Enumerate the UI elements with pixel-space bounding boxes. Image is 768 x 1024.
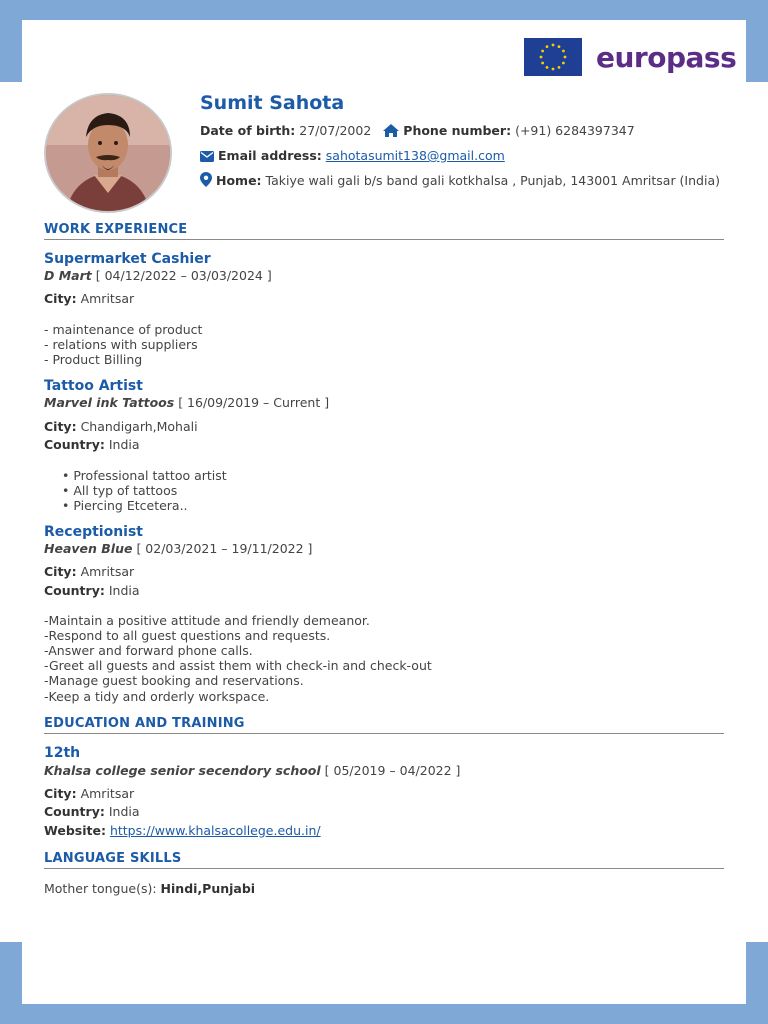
section-title: WORK EXPERIENCE: [44, 222, 188, 237]
city-value: Amritsar: [80, 786, 135, 801]
website-label: Website:: [44, 823, 106, 838]
country-value: India: [108, 583, 140, 598]
school-name: Khalsa college senior secendory school: [44, 763, 321, 778]
job-city: [44, 291, 134, 306]
city-value: Amritsar: [80, 291, 135, 306]
city-value: Chandigarh,Mohali: [80, 419, 198, 434]
section-work-experience: [44, 222, 724, 237]
job-employer-line: [44, 395, 329, 410]
country-label: Country:: [44, 583, 105, 598]
job-title: Tattoo Artist: [44, 378, 143, 394]
education-country: [44, 804, 140, 819]
mother-tongue: [44, 881, 255, 896]
city-label: City:: [44, 291, 77, 306]
city-label: City:: [44, 786, 77, 801]
phone-label: Phone number:: [403, 123, 512, 138]
mother-tongue-value: Hindi,Punjabi: [160, 881, 256, 896]
education-website: [44, 823, 321, 838]
job-bullet-item: • Professional tattoo artist: [62, 468, 227, 483]
employer-name: D Mart: [44, 268, 92, 283]
phone-value: (+91) 6284397347: [515, 123, 635, 138]
job-bullet-item: • All typ of tattoos: [62, 483, 178, 498]
employer-name: Marvel ink Tattoos: [44, 395, 175, 410]
education-dates: [ 05/2019 – 04/2022 ]: [324, 763, 461, 778]
section-divider: [44, 868, 724, 869]
job-description-line: - relations with suppliers: [44, 337, 198, 352]
bullet-text: All typ of tattoos: [73, 483, 178, 498]
job-employer-line: [44, 268, 272, 283]
job-employer-line: [44, 541, 312, 556]
job-dates: [ 16/09/2019 – Current ]: [178, 395, 330, 410]
dob-line: [200, 123, 635, 140]
email-label: Email address:: [218, 148, 322, 163]
home-icon: [383, 124, 399, 140]
section-title: EDUCATION AND TRAINING: [44, 716, 245, 731]
city-label: City:: [44, 564, 77, 579]
person-name: Sumit Sahota: [200, 92, 345, 114]
job-country: [44, 583, 140, 598]
section-title: LANGUAGE SKILLS: [44, 851, 182, 866]
job-country: [44, 437, 140, 452]
job-description-line: -Manage guest booking and reservations.: [44, 673, 304, 688]
job-description-line: -Greet all guests and assist them with check-in and check-out: [44, 658, 432, 673]
job-description-line: - maintenance of product: [44, 322, 203, 337]
education-city: [44, 786, 134, 801]
job-title: Receptionist: [44, 524, 143, 540]
employer-name: Heaven Blue: [44, 541, 133, 556]
europass-logo-text: europass: [596, 40, 737, 74]
bullet-text: Piercing Etcetera..: [73, 498, 188, 513]
education-school-line: [44, 763, 460, 778]
envelope-icon: [200, 150, 214, 165]
bullet-text: Professional tattoo artist: [73, 468, 227, 483]
eu-flag-icon: [524, 38, 582, 76]
job-description-line: -Keep a tidy and orderly workspace.: [44, 689, 270, 704]
section-divider: [44, 239, 724, 240]
country-label: Country:: [44, 437, 105, 452]
section-language-skills: [44, 851, 724, 866]
mother-tongue-label: Mother tongue(s):: [44, 881, 157, 896]
job-dates: [ 04/12/2022 – 03/03/2024 ]: [95, 268, 272, 283]
country-value: India: [108, 804, 140, 819]
dob-label: Date of birth:: [200, 123, 296, 138]
city-label: City:: [44, 419, 77, 434]
job-city: [44, 419, 198, 434]
europass-logo: [524, 38, 736, 76]
country-value: India: [108, 437, 140, 452]
section-divider: [44, 733, 724, 734]
job-description-line: - Product Billing: [44, 352, 143, 367]
job-title: Supermarket Cashier: [44, 251, 211, 267]
job-description-line: -Respond to all guest questions and requests.: [44, 628, 331, 643]
location-pin-icon: [200, 172, 212, 190]
avatar: [44, 93, 172, 213]
dob-value: 27/07/2002: [299, 123, 372, 138]
website-link[interactable]: https://www.khalsacollege.edu.in/: [109, 823, 321, 838]
job-city: [44, 564, 134, 579]
home-value: Takiye wali gali b/s band gali kotkhalsa , Punjab, 143001 Amritsar (India): [265, 173, 720, 188]
job-bullet-item: • Piercing Etcetera..: [62, 498, 188, 513]
cv-page: [22, 20, 746, 1004]
email-line: [200, 148, 505, 165]
section-education-and-training: [44, 716, 724, 731]
job-dates: [ 02/03/2021 – 19/11/2022 ]: [136, 541, 313, 556]
education-title: 12th: [44, 745, 81, 761]
job-description-line: -Maintain a positive attitude and friendly demeanor.: [44, 613, 370, 628]
job-description-line: -Answer and forward phone calls.: [44, 643, 253, 658]
country-label: Country:: [44, 804, 105, 819]
email-link[interactable]: sahotasumit138@gmail.com: [325, 148, 505, 163]
city-value: Amritsar: [80, 564, 135, 579]
home-label: Home:: [216, 173, 262, 188]
home-line: [200, 172, 720, 190]
